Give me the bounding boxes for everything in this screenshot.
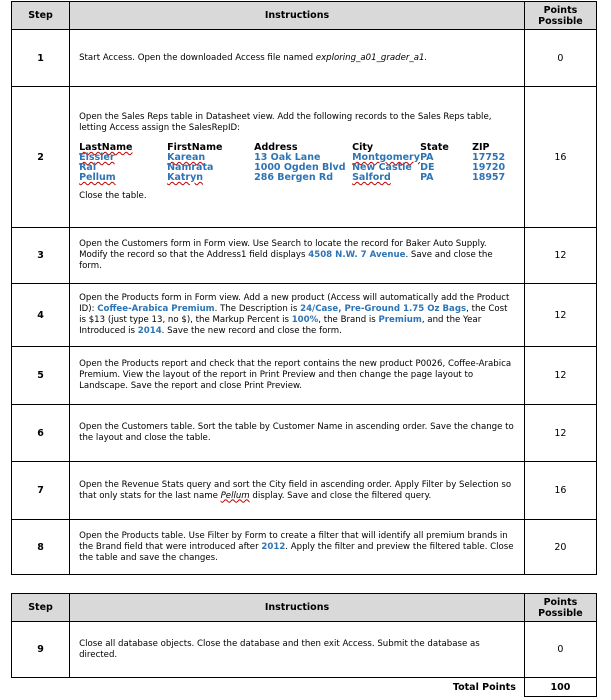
total-points-value: 100 (524, 678, 596, 697)
instruction-text: Pellum (220, 490, 250, 501)
col-state: State (420, 142, 449, 153)
record-cell: 17752 (472, 152, 506, 163)
record-cell: Eissler (79, 152, 115, 163)
step-number: 1 (12, 30, 70, 87)
instruction-text: 2012 (261, 541, 286, 552)
col-zip: ZIP (472, 142, 490, 153)
instruction-text: 24/Case, Pre-Ground 1.75 Oz Bags (300, 304, 467, 314)
record-row (79, 173, 525, 183)
instruction-text: Coffee-Arabica Premium (97, 304, 215, 314)
instruction-text: Start Access. Open the downloaded Access file named (79, 52, 316, 63)
instruction-text: , and the Year Introduced is (79, 315, 482, 336)
table-row (12, 462, 597, 520)
points-value: 0 (524, 622, 596, 678)
record-cell: Salford (352, 172, 391, 183)
record-cell: 13 Oak Lane (254, 152, 321, 163)
table-row (12, 347, 597, 405)
step-number: 2 (12, 87, 70, 228)
final-step-table (11, 593, 597, 697)
instruction-text: . Save the new record and close the form. (161, 326, 342, 336)
col-address: Address (254, 142, 298, 153)
step-number: 7 (12, 462, 70, 520)
instruction-text: Open the Revenue Stats query and sort the City field in ascending order. Apply Filter by Selection so that only stats for the last name (79, 479, 512, 501)
col-city: City (352, 142, 374, 153)
record-cell: 18957 (472, 172, 506, 183)
step-instruction (70, 405, 525, 462)
step-number: 9 (12, 622, 70, 678)
step-instruction (70, 30, 525, 87)
step-instruction (70, 520, 525, 575)
instruction-text: Open the Products report and check that the report contains the new product P0026, Coffee-Arabica Premium. View the layout of the report in Print Preview and then change the page layout to Landscape. Save the report and close Print Preview. (79, 359, 512, 391)
record-cell: Rai (79, 162, 97, 173)
instruction-text: Open the Products table. Use Filter by Form to create a filter that will identify all premium brands in the Brand field that were introduced after (79, 530, 508, 552)
step-instruction: Close all database objects. Close the database and then exit Access. Submit the database as directed. (70, 622, 525, 678)
points-header: Points Possible (524, 2, 596, 30)
points-value: 12 (524, 284, 596, 347)
step-header: Step (12, 594, 70, 622)
instruction-text: 100% (291, 315, 319, 325)
step-number: 3 (12, 228, 70, 284)
header-row (12, 2, 597, 30)
table-row (12, 622, 597, 678)
table-row-records (12, 87, 597, 228)
record-cell: Pellum (79, 172, 116, 183)
points-value: 12 (524, 347, 596, 405)
step-close: Close the table. (79, 191, 147, 201)
table-row (12, 284, 597, 347)
record-cell: Namrata (167, 162, 214, 173)
col-lastname: LastName (79, 142, 133, 153)
instruction-text: . Save and close the form. (79, 250, 493, 271)
points-value: 16 (524, 462, 596, 520)
instruction-text: Premium (378, 315, 422, 325)
record-cell: 19720 (472, 162, 506, 173)
instructions-table (11, 1, 597, 575)
record-cell: 286 Bergen Rd (254, 172, 334, 183)
instruction-text: Open the Customers form in Form view. Use Search to locate the record for Baker Auto Supply. Modify the record so that the Address1 field displays (79, 239, 487, 260)
record-cell: PA (420, 152, 434, 163)
instruction-text: Open the Customers table. Sort the table by Customer Name in ascending order. Save the change to the layout and close the table. (79, 422, 514, 443)
instructions-header: Instructions (70, 594, 525, 622)
step-number: 6 (12, 405, 70, 462)
table-row (12, 30, 597, 87)
step-number: 4 (12, 284, 70, 347)
record-cell: 1000 Ogden Blvd (254, 162, 346, 173)
instruction-text: 4508 N.W. 7 Avenue (308, 250, 406, 260)
step-header: Step (12, 2, 70, 30)
step-instruction (70, 228, 525, 284)
instruction-text: . The Description is (214, 304, 301, 314)
record-cell: Karean (167, 152, 206, 163)
step-instruction (70, 347, 525, 405)
header-row (12, 594, 597, 622)
points-value: 12 (524, 405, 596, 462)
table-row (12, 228, 597, 284)
instruction-text: . Apply the filter and preview the filtered table. Close the table and save the changes. (79, 541, 514, 563)
instruction-text: , the Brand is (318, 315, 379, 325)
instruction-text: exploring_a01_grader_a1. (315, 52, 428, 63)
total-points-label: Total Points (70, 678, 525, 697)
step-instruction (70, 284, 525, 347)
step-instruction (70, 462, 525, 520)
record-cell: DE (420, 162, 435, 173)
records-table (79, 143, 525, 183)
points-header: Points Possible (524, 594, 596, 622)
col-firstname: FirstName (167, 142, 223, 153)
total-row (12, 678, 597, 697)
points-value: 0 (524, 30, 596, 87)
step-instruction (70, 87, 525, 228)
table-row (12, 520, 597, 575)
instruction-text: display. Save and close the filtered query. (249, 490, 432, 501)
instruction-text: , the Cost is $13 (just type 13, no $), the Markup Percent is (79, 304, 508, 325)
step-number: 5 (12, 347, 70, 405)
record-cell: Montgomery (352, 152, 420, 163)
record-cell: PA (420, 172, 434, 183)
step-number: 8 (12, 520, 70, 575)
record-cell: New Castle (352, 162, 412, 173)
points-value: 16 (524, 87, 596, 228)
table-row (12, 405, 597, 462)
points-value: 12 (524, 228, 596, 284)
points-value: 20 (524, 520, 596, 575)
instruction-text: Open the Products form in Form view. Add a new product (Access will automatically add the Product ID): (79, 293, 510, 314)
instructions-header: Instructions (70, 2, 525, 30)
record-cell: Katryn (167, 172, 204, 183)
instruction-text: 2014 (137, 326, 162, 336)
step-intro: Open the Sales Reps table in Datasheet view. Add the following records to the Sales Reps table, letting Access assign the SalesRepID: (79, 112, 492, 133)
